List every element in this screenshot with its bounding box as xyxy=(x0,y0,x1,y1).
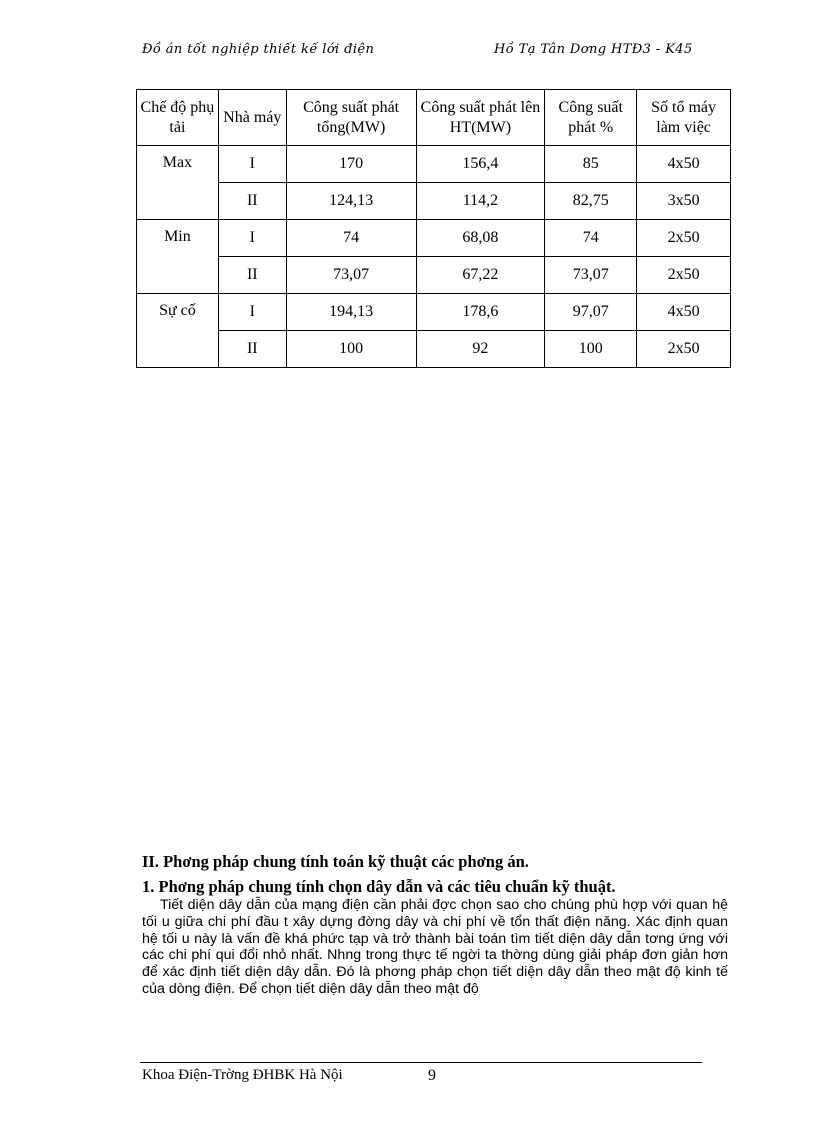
table-cell: 68,08 xyxy=(416,220,545,257)
table-cell: 73,07 xyxy=(286,257,416,294)
load-mode-cell: Min xyxy=(137,220,219,294)
table-row xyxy=(137,331,731,368)
table-cell: 100 xyxy=(545,331,637,368)
table-cell: 100 xyxy=(286,331,416,368)
table-cell: 82,75 xyxy=(545,183,637,220)
table-cell: 124,13 xyxy=(286,183,416,220)
body-paragraph: Tiết diện dây dẫn của mạng điện cần phải đợc chọn sao cho chúng phù hợp với quan hệ tối u giữa chi phí đầu t xây dựng đờng dây và chi phí về tổn thất điện năng. Xác định quan hệ tối u này là vấn đề khá phức tạp và trở thành bài toán tìm tiết diện dây dẫn tơng ứng với các chi phí qui đổi nhỏ nhất. Nhng trong thực tế ngời ta thờng dùng giải pháp đơn giản hơn để xác định tiết diện dây dẫn. Đó là phơng pháp chọn tiết diện dây dẫn theo mật độ kinh tế của dòng điện. Để chọn tiết diện dây dẫn theo mật độ xyxy=(142,897,728,997)
table-row xyxy=(137,146,731,183)
col-header-output-percent: Công suất phát % xyxy=(545,90,637,146)
table-cell: 178,6 xyxy=(416,294,545,331)
table-cell: 67,22 xyxy=(416,257,545,294)
table-cell: I xyxy=(218,294,286,331)
power-plant-table xyxy=(136,89,731,368)
table-cell: 3x50 xyxy=(637,183,731,220)
col-header-total-output: Công suất phát tổng(MW) xyxy=(286,90,416,146)
table-cell: 85 xyxy=(545,146,637,183)
table-cell: 170 xyxy=(286,146,416,183)
table-cell: 4x50 xyxy=(637,146,731,183)
table-cell: 114,2 xyxy=(416,183,545,220)
table-cell: 194,13 xyxy=(286,294,416,331)
load-mode-cell: Max xyxy=(137,146,219,220)
table-row xyxy=(137,257,731,294)
table-row xyxy=(137,183,731,220)
table-cell: 4x50 xyxy=(637,294,731,331)
table-row xyxy=(137,294,731,331)
table-cell: 74 xyxy=(545,220,637,257)
table-cell: 74 xyxy=(286,220,416,257)
table-cell: 2x50 xyxy=(637,331,731,368)
table-cell: 2x50 xyxy=(637,257,731,294)
footer-divider xyxy=(140,1062,702,1063)
col-header-load-mode: Chế độ phụ tải xyxy=(137,90,219,146)
footer-text: Khoa Điện-Trờng ĐHBK Hà Nội xyxy=(142,1067,343,1083)
page-footer xyxy=(142,1067,436,1084)
table-row xyxy=(137,220,731,257)
table-cell: II xyxy=(218,331,286,368)
table-cell: II xyxy=(218,257,286,294)
table-cell: 73,07 xyxy=(545,257,637,294)
table-header-row xyxy=(137,90,731,146)
load-mode-cell: Sự cố xyxy=(137,294,219,368)
table-cell: II xyxy=(218,183,286,220)
page-number: 9 xyxy=(428,1067,436,1084)
section-heading: II. Phơng pháp chung tính toán kỹ thuật các phơng án. xyxy=(142,852,529,871)
header-author: Hồ Tạ Tân Dơng HTĐ3 - K45 xyxy=(494,42,693,57)
table-cell: I xyxy=(218,220,286,257)
table-cell: 156,4 xyxy=(416,146,545,183)
header-title: Đồ án tốt nghiệp thiết kế lới điện xyxy=(142,42,375,57)
col-header-grid-output: Công suất phát lên HT(MW) xyxy=(416,90,545,146)
table-cell: 92 xyxy=(416,331,545,368)
col-header-units: Số tổ máy làm việc xyxy=(637,90,731,146)
table-cell: 97,07 xyxy=(545,294,637,331)
subsection-heading: 1. Phơng pháp chung tính chọn dây dẫn và các tiêu chuẩn kỹ thuật. xyxy=(142,877,616,896)
table-cell: 2x50 xyxy=(637,220,731,257)
col-header-plant: Nhà máy xyxy=(218,90,286,146)
table-cell: I xyxy=(218,146,286,183)
